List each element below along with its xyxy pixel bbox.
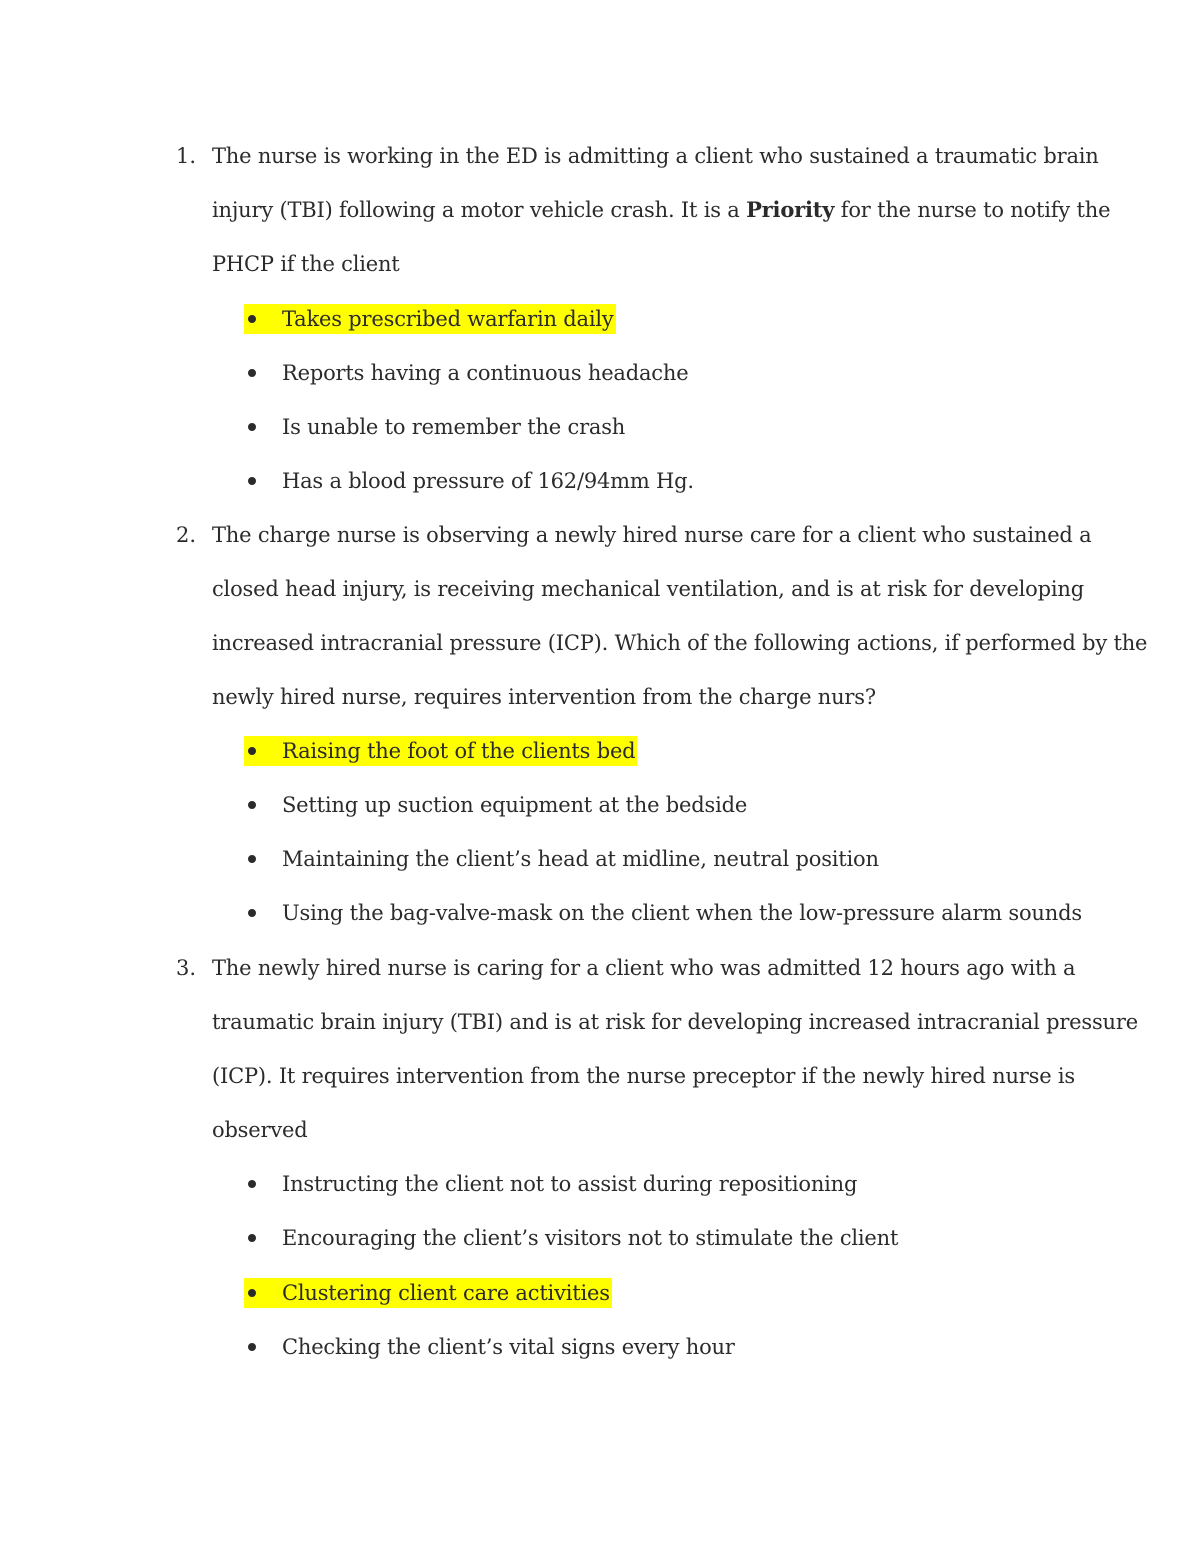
bullet-icon <box>248 1180 256 1188</box>
bullet-icon <box>248 1343 256 1351</box>
priority-bold-word: Priority <box>746 197 835 222</box>
q3-option-2-text: Encouraging the client’s visitors not to stimulate the client <box>282 1226 899 1250</box>
bullet-icon <box>248 423 256 431</box>
question-2-line-2: closed head injury, is receiving mechanical ventilation, and is at risk for developing <box>212 577 1084 601</box>
question-2-line-4: newly hired nurse, requires intervention from the charge nurs? <box>212 685 876 709</box>
q1-option-3-text: Is unable to remember the crash <box>282 415 626 439</box>
q2-option-3-text: Maintaining the client’s head at midline, neutral position <box>282 847 879 871</box>
question-1-line-2 <box>212 195 1110 225</box>
q1-option-4-text: Has a blood pressure of 162/94mm Hg. <box>282 469 694 493</box>
bullet-icon <box>248 747 256 755</box>
q3-option-1-text: Instructing the client not to assist during repositioning <box>282 1172 858 1196</box>
q2-option-2-text: Setting up suction equipment at the bedside <box>282 793 748 817</box>
bullet-icon <box>248 1289 256 1297</box>
q3-option-4-text: Checking the client’s vital signs every hour <box>282 1335 735 1359</box>
question-3-line-3: (ICP). It requires intervention from the nurse preceptor if the newly hired nurse is <box>212 1064 1075 1088</box>
bullet-icon <box>248 801 256 809</box>
question-1-line-2-head: injury (TBI) following a motor vehicle crash. It is a <box>212 198 747 222</box>
question-1-line-1: The nurse is working in the ED is admitting a client who sustained a traumatic brain <box>212 144 1099 168</box>
q3-option-3 <box>244 1278 612 1308</box>
bullet-icon <box>248 477 256 485</box>
q1-option-1 <box>244 304 616 334</box>
q1-option-1-text: Takes prescribed warfarin daily <box>282 307 614 331</box>
question-3-line-4: observed <box>212 1118 308 1142</box>
question-1-number: 1. <box>176 144 197 168</box>
question-3-line-1: The newly hired nurse is caring for a client who was admitted 12 hours ago with a <box>212 956 1076 980</box>
q2-option-4-text: Using the bag-valve-mask on the client when the low-pressure alarm sounds <box>282 901 1082 925</box>
question-3-number: 3. <box>176 956 197 980</box>
bullet-icon <box>248 909 256 917</box>
q2-option-1-text: Raising the foot of the clients bed <box>282 739 636 763</box>
question-1-line-2-tail: for the nurse to notify the <box>834 198 1111 222</box>
bullet-icon <box>248 315 256 323</box>
question-3-line-2: traumatic brain injury (TBI) and is at risk for developing increased intracranial pressure <box>212 1010 1138 1034</box>
bullet-icon <box>248 369 256 377</box>
question-2-line-1: The charge nurse is observing a newly hired nurse care for a client who sustained a <box>212 523 1092 547</box>
bullet-icon <box>248 1234 256 1242</box>
question-2-number: 2. <box>176 523 197 547</box>
q3-option-3-text: Clustering client care activities <box>282 1281 610 1305</box>
q2-option-1 <box>244 736 637 766</box>
q1-option-2-text: Reports having a continuous headache <box>282 361 689 385</box>
question-1-line-3: PHCP if the client <box>212 252 400 276</box>
question-2-line-3: increased intracranial pressure (ICP). Which of the following actions, if performed by the <box>212 631 1148 655</box>
bullet-icon <box>248 855 256 863</box>
